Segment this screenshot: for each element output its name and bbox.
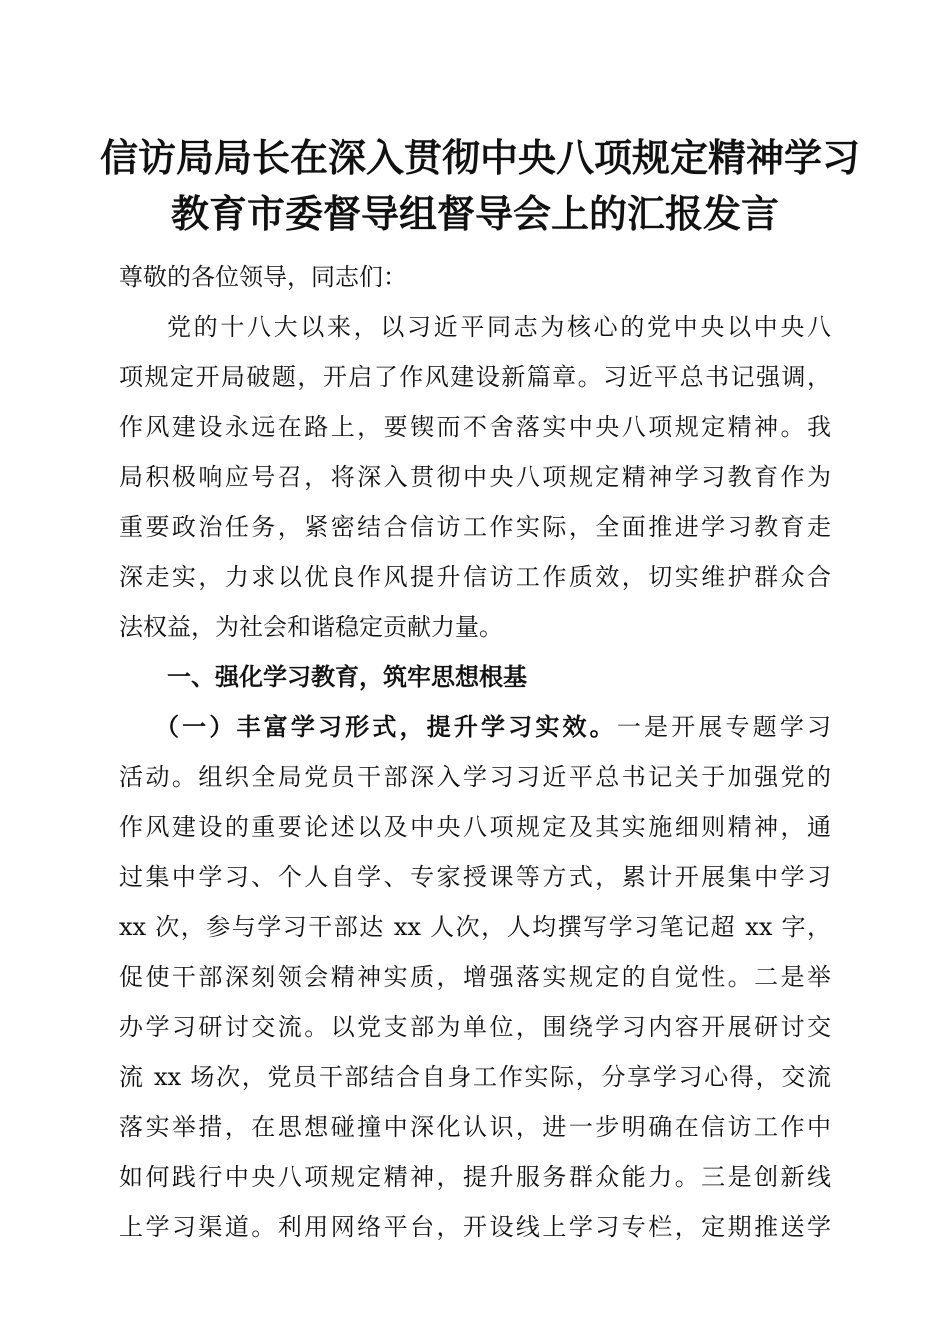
document-title [100,130,861,242]
section-first-line [119,702,831,752]
salutation: 尊敬的各位领导，同志们： [119,263,407,291]
section-line: xx 次，参与学习干部达 xx 人次，人均撰写学习笔记超 xx 字， [119,913,831,941]
title-line-2: 教育市委督导组督导会上的汇报发言 [170,191,779,236]
section-heading: 一、强化学习教育，筑牢思想根基 [167,663,527,691]
intro-line: 法权益，为社会和谐稳定贡献力量。 [119,613,503,641]
section-line: 过集中学习、个人自学、专家授课等方式，累计开展集中学习 [119,863,831,891]
section-line: 落实举措，在思想碰撞中深化认识，进一步明确在信访工作中 [119,1113,831,1141]
section-line: 办学习研讨交流。以党支部为单位，围绕学习内容开展研讨交 [119,1013,831,1041]
intro-line: 局积极响应号召，将深入贯彻中央八项规定精神学习教育作为 [119,463,831,491]
section-paragraph [119,702,831,1252]
intro-paragraph [119,302,831,652]
sub-heading-continuation: 一是开展专题学习 [616,713,832,741]
document-body [119,252,831,1252]
section-line: 促使干部深刻领会精神实质，增强落实规定的自觉性。二是举 [119,963,831,991]
intro-line: 重要政治任务，紧密结合信访工作实际，全面推进学习教育走 [119,513,831,541]
intro-line: 项规定开局破题，开启了作风建设新篇章。习近平总书记强调， [119,363,831,391]
section-line: 作风建设的重要论述以及中央八项规定及其实施细则精神，通 [119,813,831,841]
title-line-1: 信访局局长在深入贯彻中央八项规定精神学习 [100,135,861,180]
intro-line: 深走实，力求以优良作风提升信访工作质效，切实维护群众合 [119,563,831,591]
section-line: 如何践行中央八项规定精神，提升服务群众能力。三是创新线 [119,1163,831,1191]
section-line: 活动。组织全局党员干部深入学习习近平总书记关于加强党的 [119,763,831,791]
intro-line: 党的十八大以来，以习近平同志为核心的党中央以中央八 [167,313,831,341]
sub-heading: （一）丰富学习形式，提升学习实效。 [155,713,617,741]
section-line: 上学习渠道。利用网络平台，开设线上学习专栏，定期推送学 [119,1213,831,1241]
intro-line: 作风建设永远在路上，要锲而不舍落实中央八项规定精神。我 [119,413,831,441]
section-line: 流 xx 场次，党员干部结合自身工作实际，分享学习心得，交流 [119,1063,831,1091]
